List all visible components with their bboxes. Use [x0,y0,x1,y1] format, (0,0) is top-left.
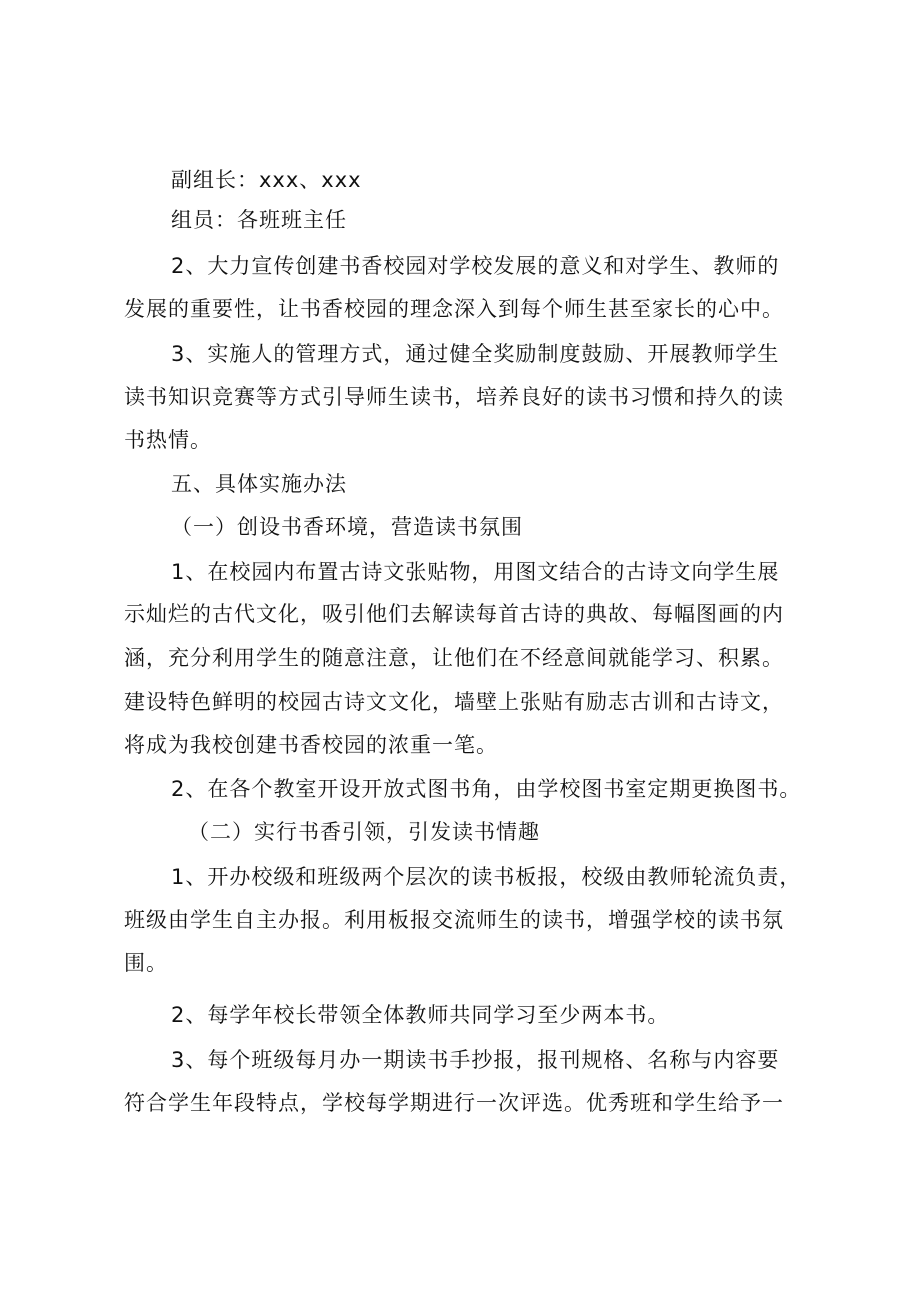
text-line-sub-2-item-2: 2、每学年校长带领全体教师共同学习至少两本书。 [171,1003,670,1027]
text-line-item-3-start: 3、实施人的管理方式，通过健全奖励制度鼓励、开展教师学生 [171,342,780,366]
text-line-sub-1-item-1-line-4: 建设特色鲜明的校园古诗文文化，墙壁上张贴有励志古训和古诗文， [124,690,784,714]
subsection-heading-two: （二）实行书香引领，引发读书情趣 [188,820,540,844]
text-line-item-3-end: 书热情。 [124,428,212,452]
text-line-item-3-middle: 读书知识竞赛等方式引导师生读书，培养良好的读书习惯和持久的读 [124,385,784,409]
text-line-sub-2-item-1-end: 围。 [124,951,168,975]
text-line-item-2-end: 发展的重要性，让书香校园的理念深入到每个师生甚至家长的心中。 [124,297,784,321]
text-line-sub-1-item-1-line-2: 示灿烂的古代文化，吸引他们去解读每首古诗的典故、每幅图画的内 [124,602,784,626]
text-line-vice-leader: 副组长：xxx、xxx [171,168,362,192]
text-line-sub-1-item-2: 2、在各个教室开设开放式图书角，由学校图书室定期更换图书。 [171,777,802,801]
text-line-sub-2-item-3-end: 符合学生年段特点，学校每学期进行一次评选。优秀班和学生给予一 [124,1091,784,1115]
text-line-sub-2-item-1-middle: 班级由学生自主办报。利用板报交流师生的读书，增强学校的读书氛 [124,908,784,932]
text-line-item-2-start: 2、大力宣传创建书香校园对学校发展的意义和对学生、教师的 [171,254,780,278]
text-line-sub-2-item-3-start: 3、每个班级每月办一期读书手抄报，报刊规格、名称与内容要 [171,1048,780,1072]
text-line-sub-1-item-1-start: 1、在校园内布置古诗文张贴物，用图文结合的古诗文向学生展 [171,560,780,584]
text-line-sub-1-item-1-line-3: 涵，充分利用学生的随意注意，让他们在不经意间就能学习、积累。 [124,646,784,670]
text-line-members: 组员：各班班主任 [171,208,347,232]
text-line-sub-2-item-1-start: 1、开办校级和班级两个层次的读书板报，校级由教师轮流负责， [171,865,802,889]
text-line-sub-1-item-1-end: 将成为我校创建书香校园的浓重一笔。 [124,733,498,757]
subsection-heading-one: （一）创设书香环境，营造读书氛围 [171,515,523,539]
section-heading-five: 五、具体实施办法 [171,472,347,496]
